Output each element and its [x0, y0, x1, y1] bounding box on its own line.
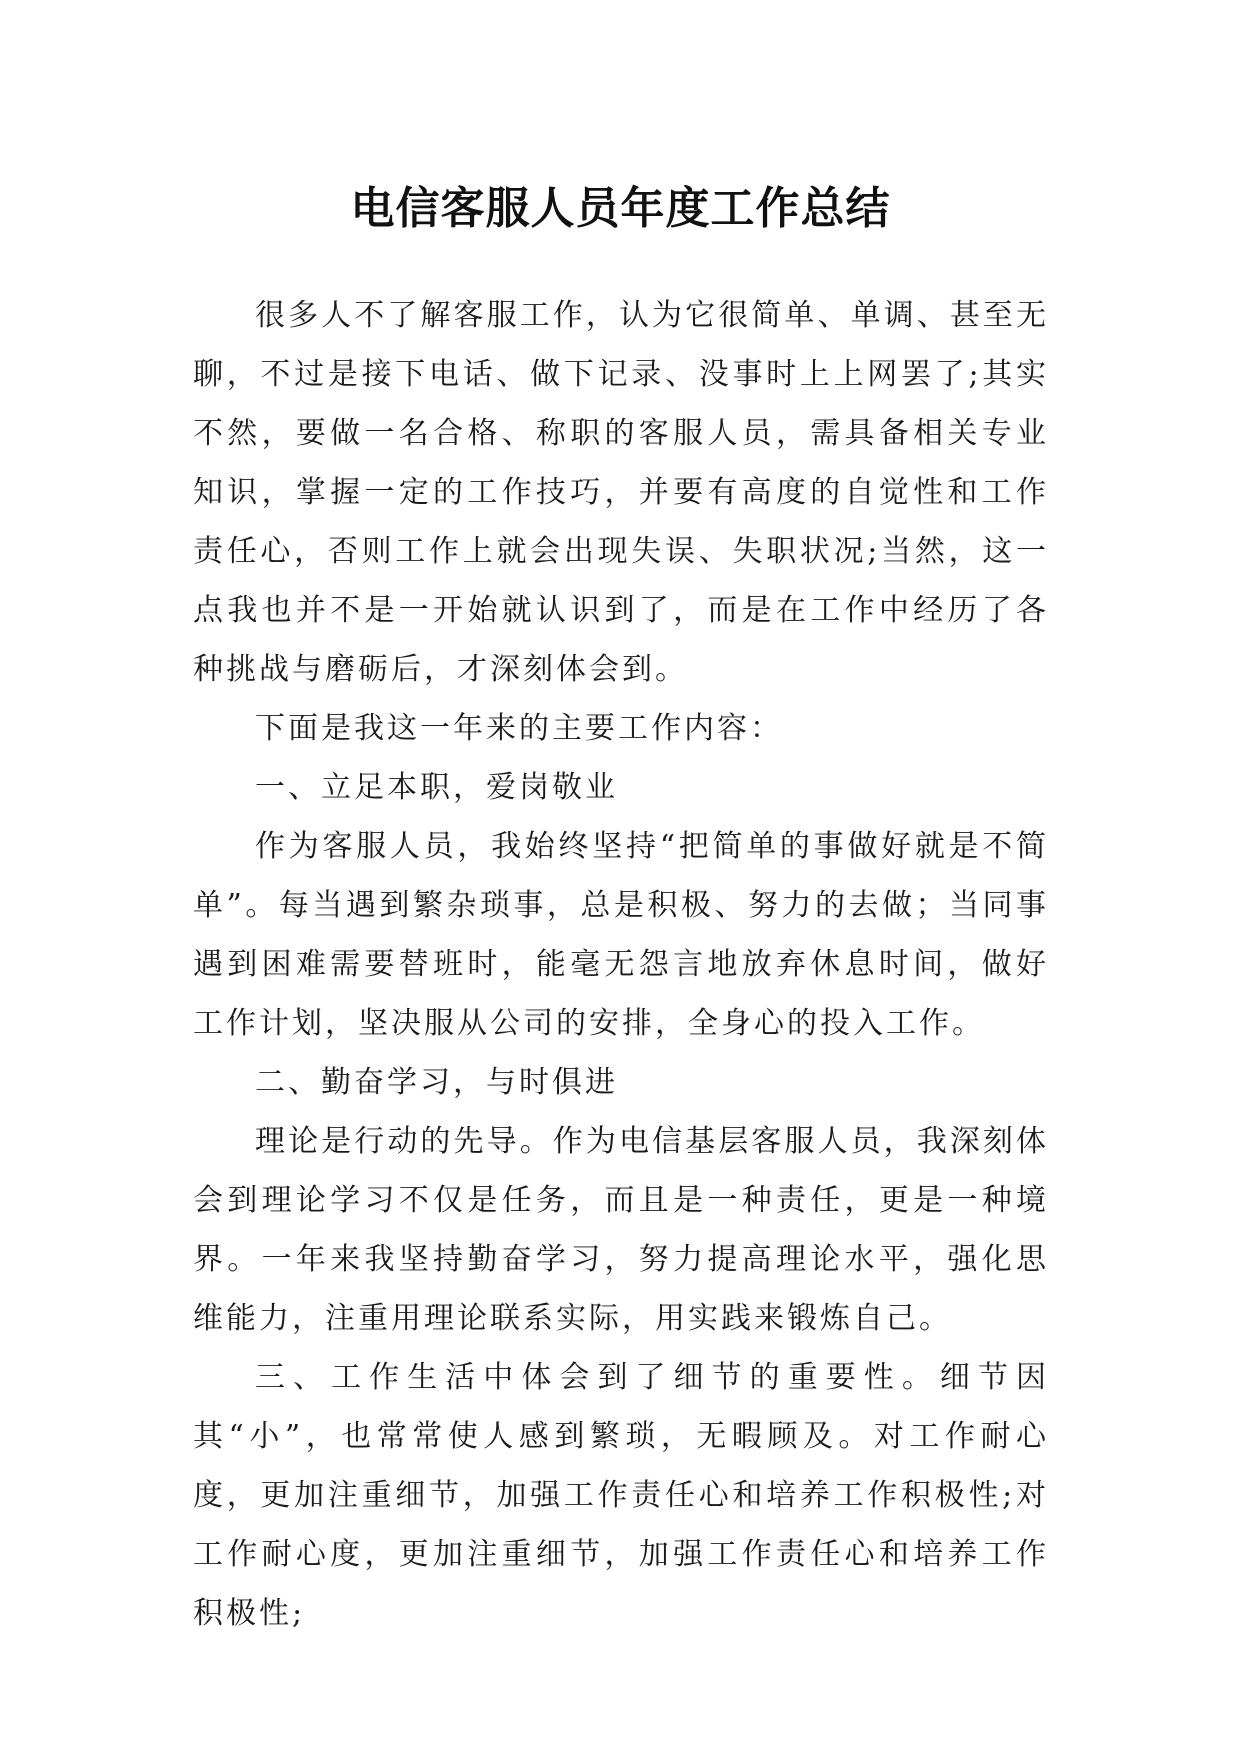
paragraph-intro: 很多人不了解客服工作，认为它很简单、单调、甚至无聊，不过是接下电话、做下记录、没事时上上网罢了;其实不然，要做一名合格、称职的客服人员，需具备相关专业知识，掌握一定的工作技巧，并要有高度的自觉性和工作责任心，否则工作上就会出现失误、失职状况;当然，这一点我也并不是一开始就认识到了，而是在工作中经历了各种挑战与磨砺后，才深刻体会到。 — [193, 298, 1049, 687]
document-body — [193, 286, 1049, 1643]
paragraph-section-3: 三、工作生活中体会到了细节的重要性。细节因其“小”，也常常使人感到繁琐，无暇顾及。对工作耐心度，更加注重细节，加强工作责任心和培养工作积极性;对工作耐心度，更加注重细节，加强工作责任心和培养工作积极性; — [193, 1360, 1049, 1631]
paragraph-section-2: 理论是行动的先导。作为电信基层客服人员，我深刻体会到理论学习不仅是任务，而且是一种责任，更是一种境界。一年来我坚持勤奋学习，努力提高理论水平，强化思维能力，注重用理论联系实际，用实践来锻炼自己。 — [193, 1124, 1049, 1336]
section-heading-2: 二、勤奋学习，与时俱进 — [255, 1065, 618, 1100]
section-heading-1: 一、立足本职，爱岗敬业 — [255, 770, 618, 805]
paragraph-overview: 下面是我这一年来的主要工作内容： — [255, 711, 783, 746]
paragraph-section-1: 作为客服人员，我始终坚持“把简单的事做好就是不简单”。每当遇到繁杂琐事，总是积极、努力的去做；当同事遇到困难需要替班时，能毫无怨言地放弃休息时间，做好工作计划，坚决服从公司的安排，全身心的投入工作。 — [193, 829, 1049, 1041]
document-title: 电信客服人员年度工作总结 — [350, 183, 891, 235]
